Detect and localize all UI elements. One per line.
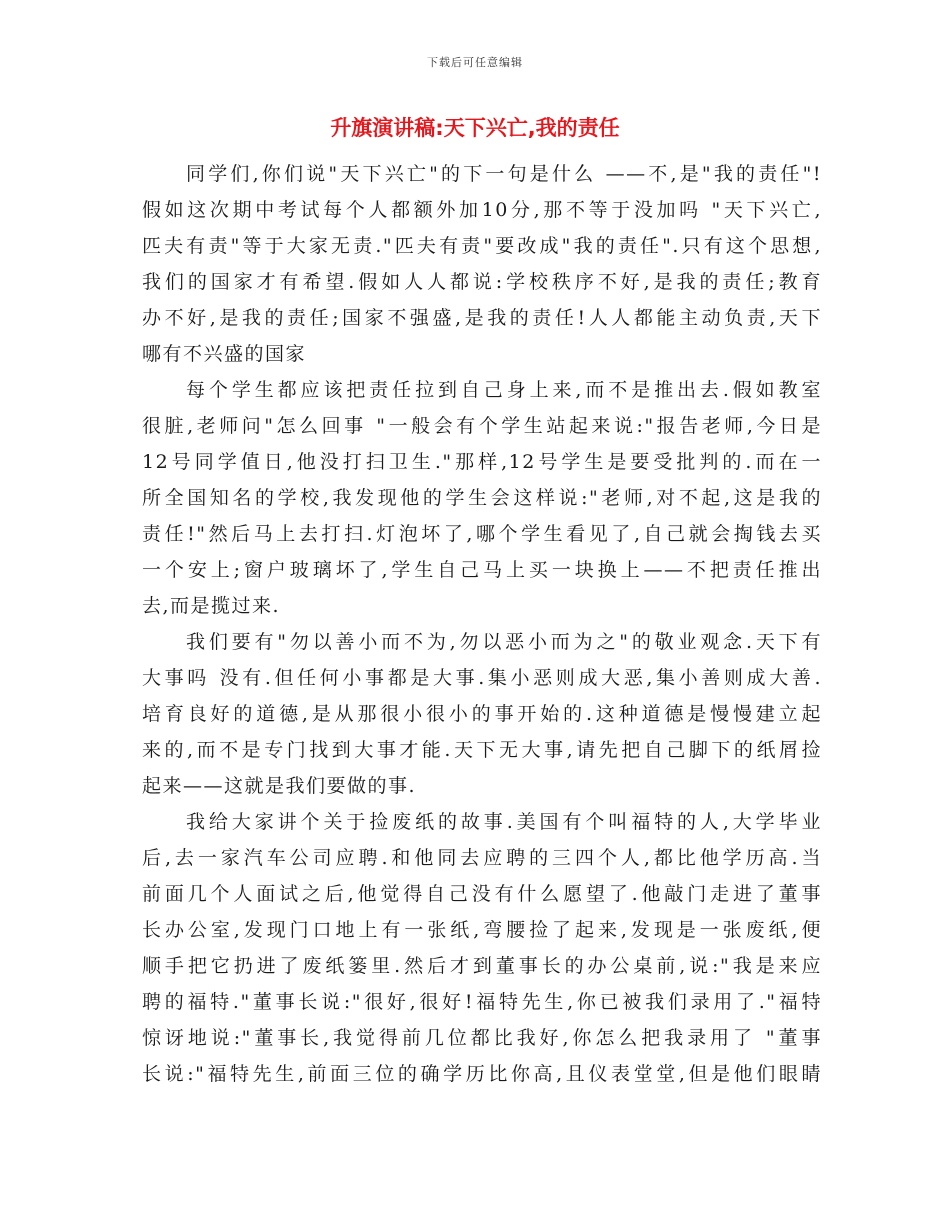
text-line: 匹夫有责"等于大家无责."匹夫有责"要改成"我的责任".只有这个思想, [142,235,822,257]
text-line: 假如这次期中考试每个人都额外加10分,那不等于没加吗 "天下兴亡, [142,199,822,221]
text-line: 我给大家讲个关于捡废纸的故事.美国有个叫福特的人,大学毕业 [186,811,822,833]
text-line: 每个学生都应该把责任拉到自己身上来,而不是推出去.假如教室 [186,379,822,401]
text-line: 长说:"福特先生,前面三位的确学历比你高,且仪表堂堂,但是他们眼睛 [142,1063,822,1085]
text-line: 我们要有"勿以善小而不为,勿以恶小而为之"的敬业观念.天下有 [186,631,822,653]
text-line: 所全国知名的学校,我发现他的学生会这样说:"老师,对不起,这是我的 [142,487,822,509]
text-line: 后,去一家汽车公司应聘.和他同去应聘的三四个人,都比他学历高.当 [142,847,822,869]
text-line: 很脏,老师问"怎么回事 "一般会有个学生站起来说:"报告老师,今日是 [142,415,822,437]
text-line: 去,而是揽过来. [142,595,281,617]
paragraph-1 [142,156,822,372]
article-body [142,156,822,1092]
text-line: 前面几个人面试之后,他觉得自己没有什么愿望了.他敲门走进了董事 [142,883,822,905]
text-line: 惊讶地说:"董事长,我觉得前几位都比我好,你怎么把我录用了 "董事 [142,1027,822,1049]
text-line: 聘的福特."董事长说:"很好,很好!福特先生,你已被我们录用了."福特 [142,991,822,1013]
text-line: 一个安上;窗户玻璃坏了,学生自己马上买一块换上——不把责任推出 [142,559,822,581]
page-title: 升旗演讲稿:天下兴亡,我的责任 [330,116,620,140]
text-line: 我们的国家才有希望.假如人人都说:学校秩序不好,是我的责任;教育 [142,271,822,293]
text-line: 哪有不兴盛的国家 [142,343,307,365]
text-line: 办不好,是我的责任;国家不强盛,是我的责任!人人都能主动负责,天下 [142,307,822,329]
text-line: 同学们,你们说"天下兴亡"的下一句是什么 ——不,是"我的责任"! [186,163,822,185]
header-note: 下载后可任意编辑 [427,56,523,69]
text-line: 来的,而不是专门找到大事才能.天下无大事,请先把自己脚下的纸屑捡 [142,739,822,761]
text-line: 责任!"然后马上去打扫.灯泡坏了,哪个学生看见了,自己就会掏钱去买 [142,523,822,545]
text-line: 顺手把它扔进了废纸篓里.然后才到董事长的办公桌前,说:"我是来应 [142,955,822,977]
text-line: 长办公室,发现门口地上有一张纸,弯腰捡了起来,发现是一张废纸,便 [142,919,822,941]
text-line: 大事吗 没有.但任何小事都是大事.集小恶则成大恶,集小善则成大善. [142,667,822,689]
text-line: 培育良好的道德,是从那很小很小的事开始的.这种道德是慢慢建立起 [142,703,822,725]
paragraph-2 [142,372,822,624]
paragraph-4 [142,804,822,1092]
text-line: 12号同学值日,他没打扫卫生."那样,12号学生是要受批判的.而在一 [142,451,822,473]
paragraph-3 [142,624,822,804]
text-line: 起来——这就是我们要做的事. [142,775,417,797]
